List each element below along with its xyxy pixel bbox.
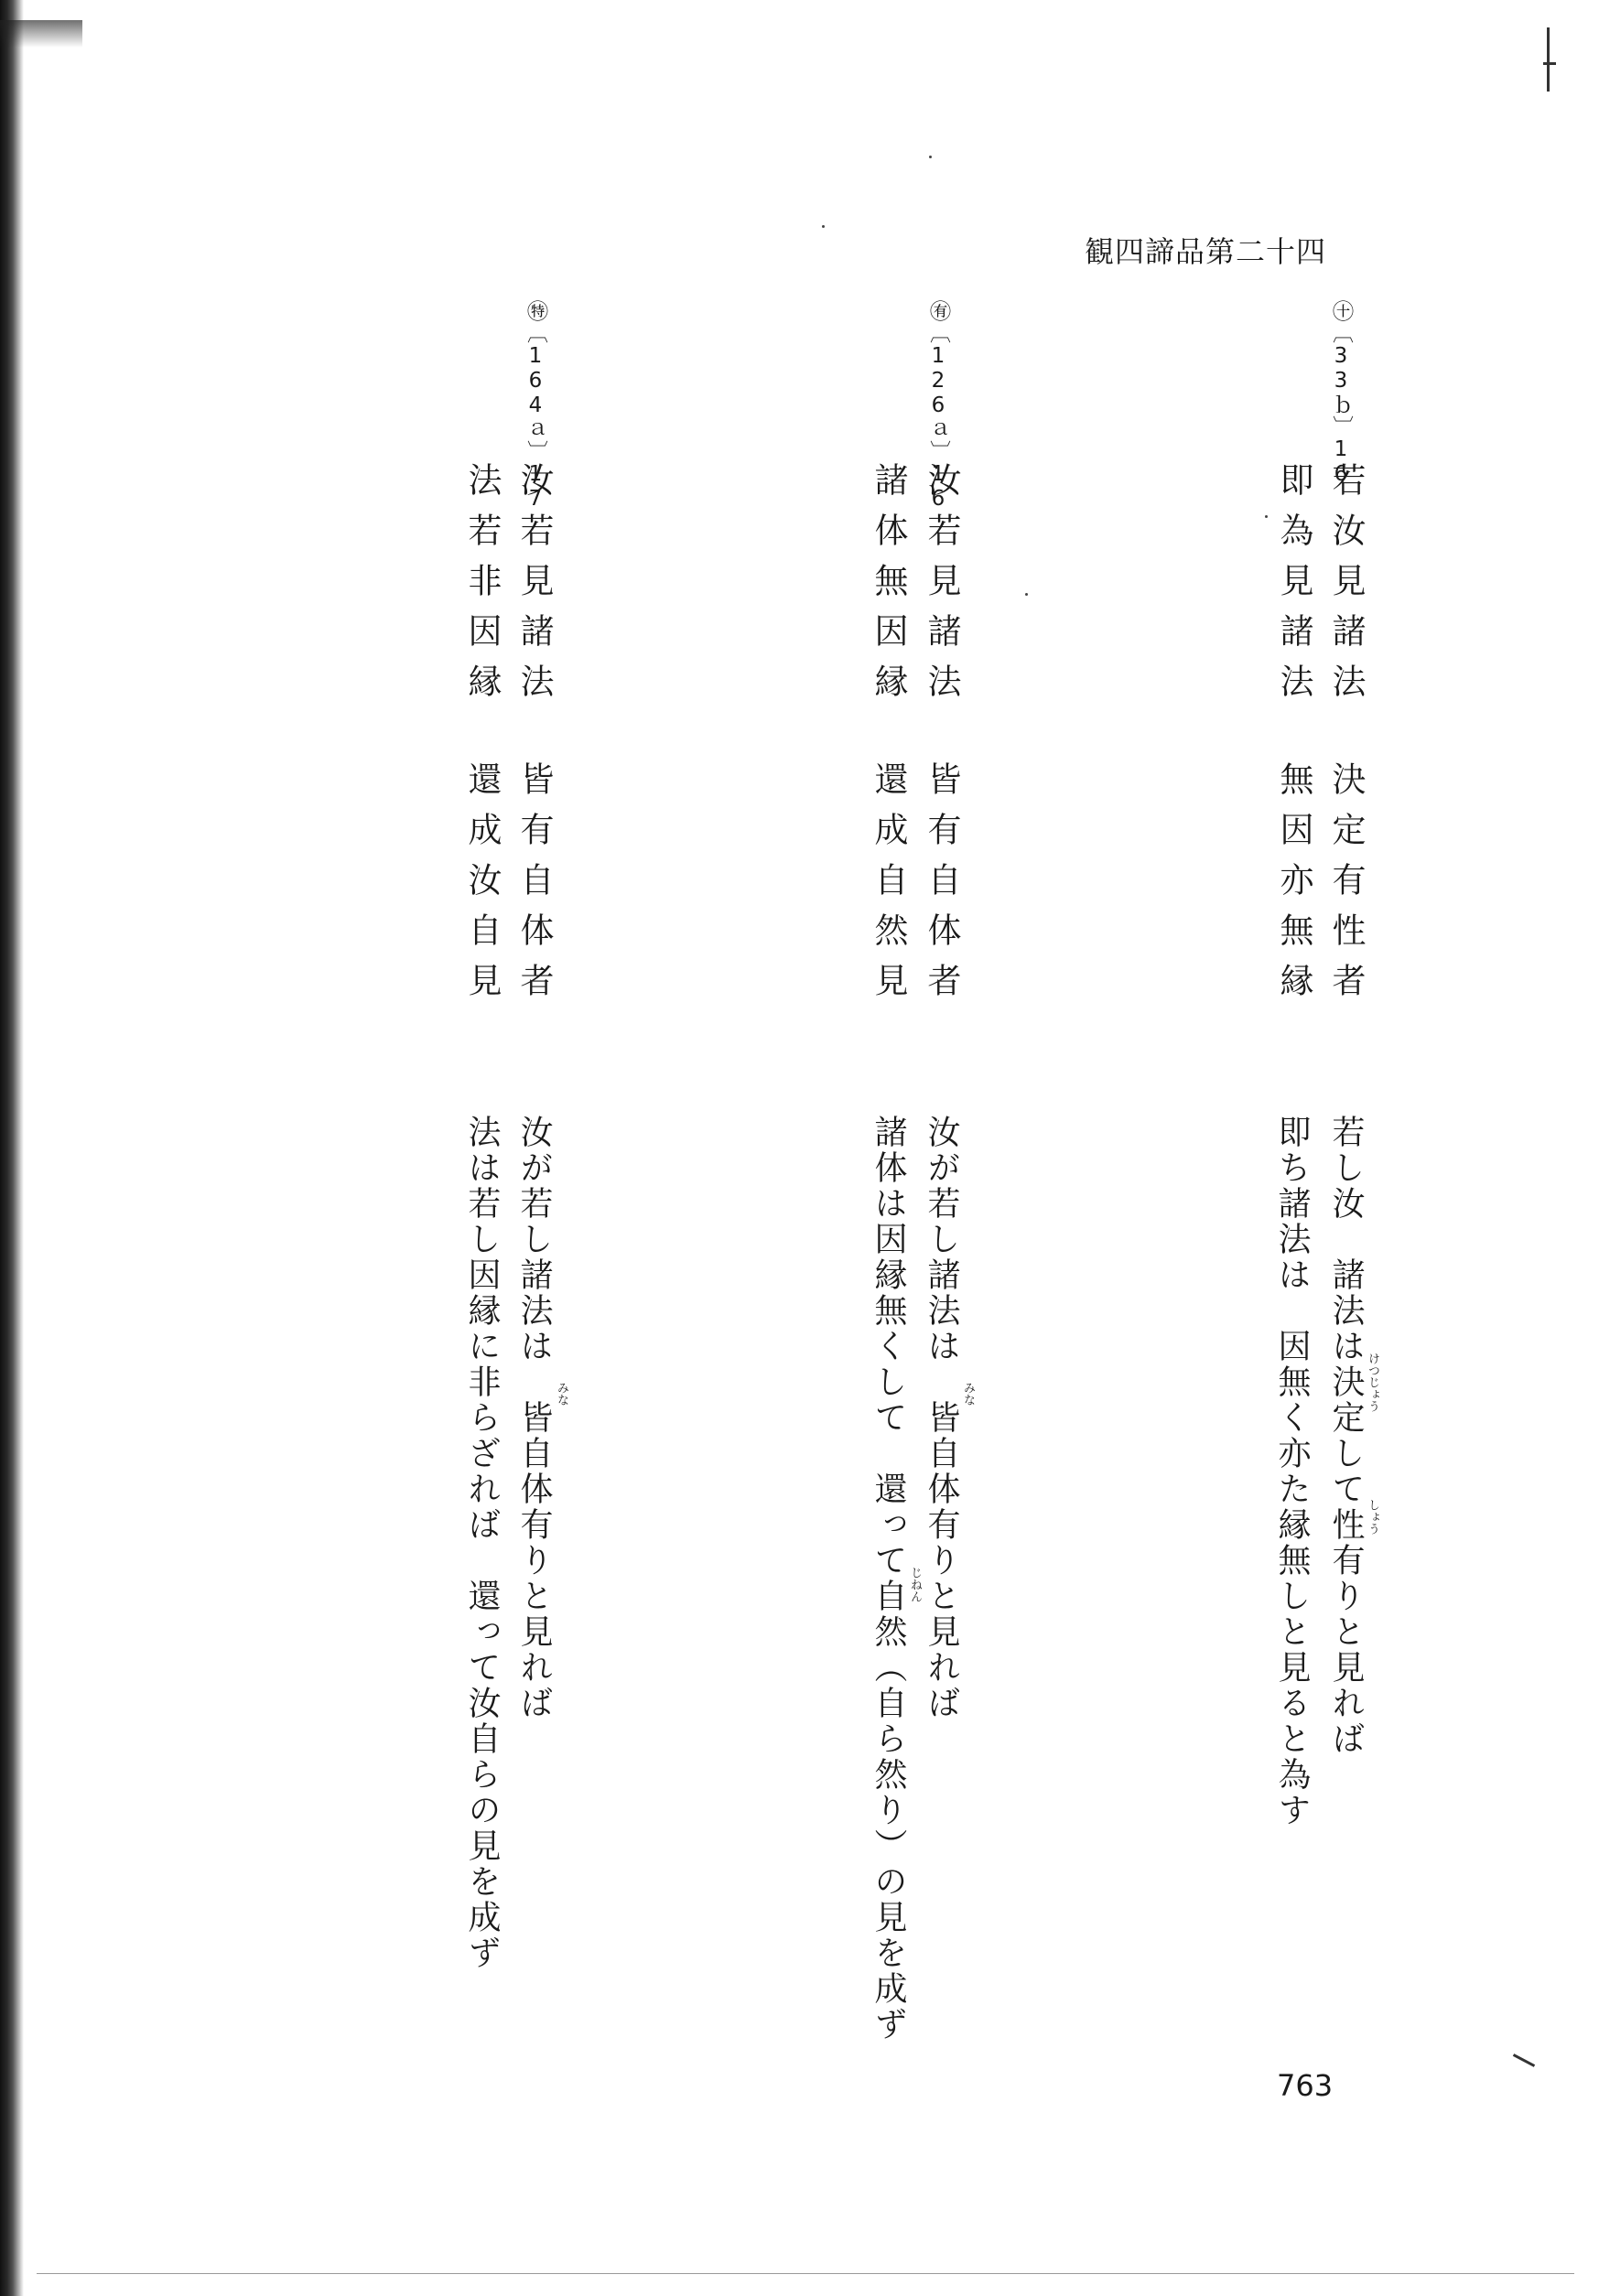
- scan-bottom-rule: [37, 2273, 1574, 2274]
- verse-phrase: 法若非因縁: [462, 462, 502, 714]
- scan-dust: [1265, 515, 1268, 518]
- verse-phrase: 決定有性者: [1326, 761, 1366, 1013]
- verse-line: [1327, 462, 1364, 1013]
- ruby-reading: けつじょう: [1366, 1353, 1379, 1412]
- kakikudashi-line: 若し汝 諸法は決定して性有りと見れば: [1327, 1115, 1365, 1757]
- scan-dust: [822, 225, 825, 228]
- scan-edge-mark: [1547, 27, 1550, 92]
- verse-phrase: 汝若見諸法: [514, 462, 554, 714]
- ruby-reading: みな: [961, 1382, 975, 1406]
- source-ref: ㊉〔33ｂ〕16: [1329, 300, 1353, 487]
- scan-dust: [929, 156, 932, 158]
- verse-phrase: 汝若見諸法: [922, 462, 961, 714]
- kakikudashi-line: 即ち諸法は 因無く亦た縁無しと見ると為す: [1273, 1115, 1311, 1828]
- verse-line: [923, 462, 959, 1013]
- verse-phrase: 若汝見諸法: [1326, 462, 1366, 714]
- verse-phrase: 諸体無因縁: [869, 462, 908, 714]
- ruby-reading: みな: [555, 1382, 568, 1406]
- source-ref: ㊒〔126ａ〕16: [926, 300, 950, 512]
- ruby-reading: じねん: [908, 1567, 922, 1602]
- verse-line: [463, 462, 500, 1013]
- verse-phrase: 皆有自体者: [514, 761, 554, 1013]
- kakikudashi-line: 汝が若し諸法は 皆自体有りと見れば: [515, 1115, 553, 1721]
- verse-phrase: 還成自然見: [869, 761, 908, 1013]
- running-head: 観四諦品第二十四: [1085, 234, 1327, 269]
- kakikudashi-line: 法は若し因縁に非らざれば 還って汝自らの見を成ず: [463, 1115, 501, 1971]
- verse-phrase: 還成汝自見: [462, 761, 502, 1013]
- kakikudashi-line: 諸体は因縁無くして 還って自然（自ら然り）の見を成ず: [870, 1115, 907, 2043]
- verse-line: [870, 462, 906, 1013]
- kakikudashi-line: 汝が若し諸法は 皆自体有りと見れば: [923, 1115, 960, 1721]
- scan-binding-edge: [0, 0, 24, 2296]
- verse-phrase: 皆有自体者: [922, 761, 961, 1013]
- scan-scratch: [1513, 2053, 1535, 2067]
- scan-edge-mark: [1543, 62, 1556, 65]
- scan-dust: [1025, 593, 1028, 596]
- verse-phrase: 無因亦無縁: [1274, 761, 1313, 1013]
- ruby-reading: しょう: [1366, 1499, 1379, 1535]
- verse-line: [1275, 462, 1312, 1013]
- verse-phrase: 即為見諸法: [1274, 462, 1313, 714]
- page-number: 763: [1277, 2068, 1334, 2103]
- scan-corner-shadow: [0, 20, 82, 48]
- verse-line: [515, 462, 552, 1013]
- source-ref: ㊕〔164ａ〕17: [524, 300, 547, 512]
